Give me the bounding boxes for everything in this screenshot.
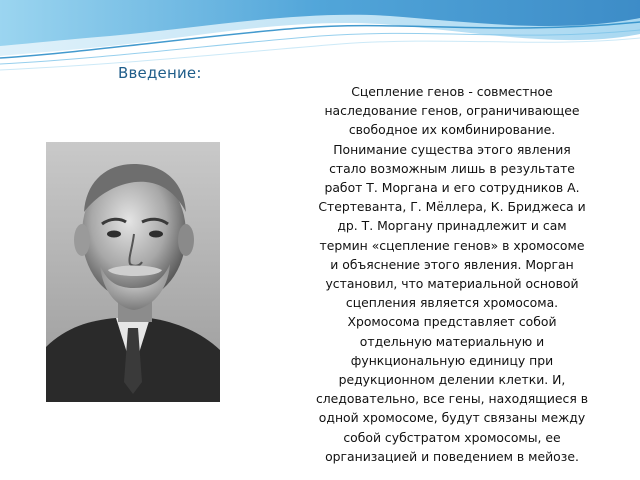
paragraph-line: др. Т. Моргану принадлежит и сам [337, 218, 567, 234]
paragraph-line: редукционном делении клетки. И, [338, 372, 566, 388]
paragraph-line: и объяснение этого явления. Морган [330, 256, 574, 272]
paragraph-line: отдельную материальную и [359, 333, 545, 349]
paragraph-line: Сцепление генов - совместное [351, 84, 553, 99]
slide-heading: Введение: [118, 64, 202, 82]
portrait-photo [46, 142, 220, 402]
main-paragraph [282, 82, 622, 466]
paragraph-line: организацией и поведением в мейозе. [325, 448, 579, 464]
paragraph-line: работ Т. Моргана и его сотрудников А. [324, 180, 580, 196]
paragraph-line: Стертеванта, Г. Мёллера, К. Бриджеса и [318, 199, 586, 215]
paragraph-line: Понимание существа этого явления [333, 141, 571, 157]
paragraph-line: установил, что материальной основой [325, 276, 579, 292]
paragraph-line: функциональную единицу при [350, 352, 554, 368]
paragraph-line: стало возможным лишь в результате [329, 160, 575, 176]
paragraph-line: собой субстратом хромосомы, ее [343, 429, 561, 445]
paragraph-line: сцепления является хромосома. [345, 295, 559, 311]
paragraph-line: термин «сцепление генов» в хромосоме [319, 237, 585, 253]
paragraph-line: следовательно, все гены, находящиеся в [315, 391, 589, 407]
header-wave-decoration [0, 0, 640, 80]
paragraph-line: свободное их комбинирование. [348, 122, 556, 138]
paragraph-line: одной хромосоме, будут связаны между [318, 410, 586, 426]
paragraph-line: наследование генов, ограничивающее [324, 103, 580, 119]
paragraph-line: Хромосома представляет собой [347, 314, 557, 330]
